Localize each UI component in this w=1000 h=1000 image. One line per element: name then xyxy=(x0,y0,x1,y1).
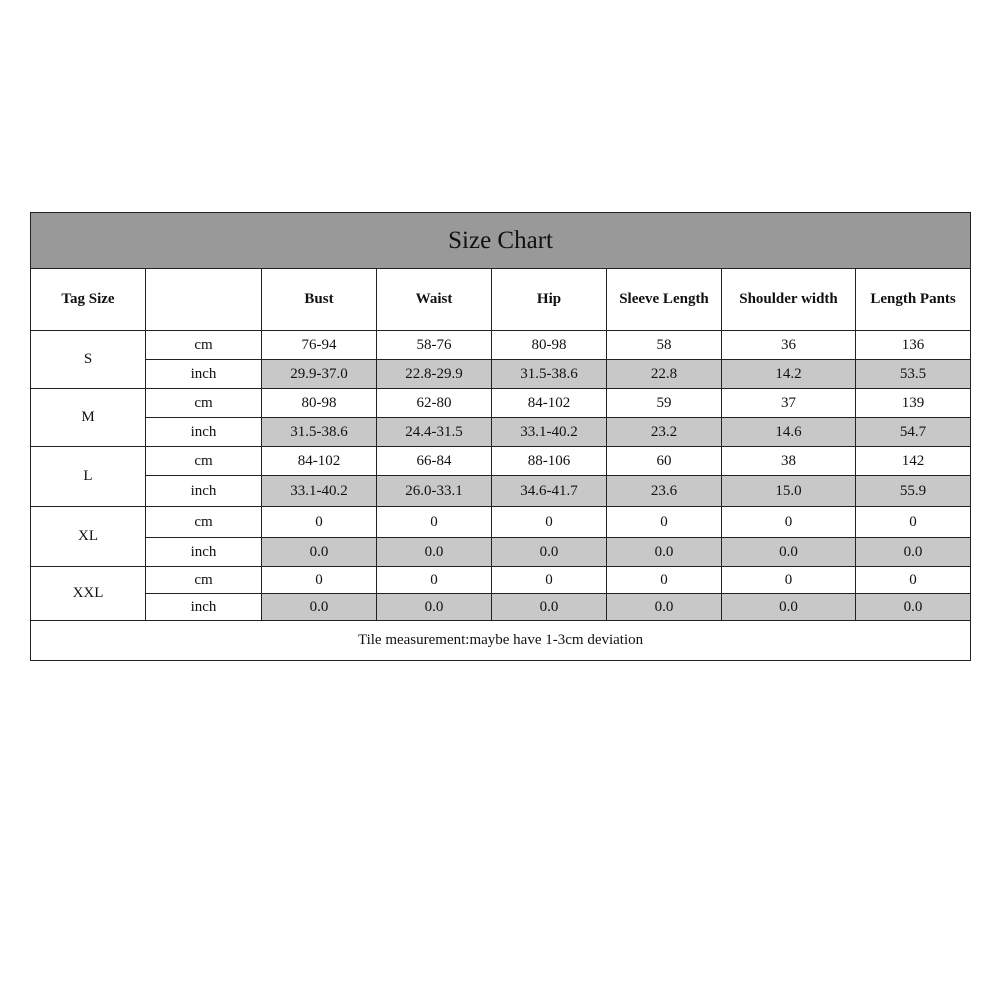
value-cell: 23.2 xyxy=(607,418,722,447)
size-row-m-cm xyxy=(31,389,971,418)
unit-cell: inch xyxy=(146,360,262,389)
value-cell: 33.1-40.2 xyxy=(262,476,377,507)
value-cell: 0.0 xyxy=(262,594,377,621)
value-cell: 0.0 xyxy=(607,594,722,621)
value-cell: 23.6 xyxy=(607,476,722,507)
value-cell: 53.5 xyxy=(856,360,971,389)
header-length-pants: Length Pants xyxy=(856,269,971,331)
value-cell: 37 xyxy=(722,389,856,418)
size-row-l-cm xyxy=(31,447,971,476)
value-cell: 84-102 xyxy=(262,447,377,476)
value-cell: 0.0 xyxy=(492,538,607,567)
value-cell: 0.0 xyxy=(377,594,492,621)
value-cell: 80-98 xyxy=(262,389,377,418)
value-cell: 58 xyxy=(607,331,722,360)
value-cell: 0.0 xyxy=(722,538,856,567)
value-cell: 0 xyxy=(722,567,856,594)
value-cell: 60 xyxy=(607,447,722,476)
value-cell: 31.5-38.6 xyxy=(262,418,377,447)
tag-size-cell: L xyxy=(31,447,146,507)
unit-cell: cm xyxy=(146,331,262,360)
size-row-s-cm xyxy=(31,331,971,360)
value-cell: 142 xyxy=(856,447,971,476)
value-cell: 0 xyxy=(607,507,722,538)
footer-note: Tile measurement:maybe have 1-3cm deviation xyxy=(31,621,971,661)
header-hip: Hip xyxy=(492,269,607,331)
value-cell: 76-94 xyxy=(262,331,377,360)
value-cell: 84-102 xyxy=(492,389,607,418)
unit-cell: inch xyxy=(146,538,262,567)
unit-cell: inch xyxy=(146,418,262,447)
value-cell: 54.7 xyxy=(856,418,971,447)
value-cell: 0.0 xyxy=(607,538,722,567)
size-row-xl-cm xyxy=(31,507,971,538)
value-cell: 139 xyxy=(856,389,971,418)
unit-cell: inch xyxy=(146,476,262,507)
value-cell: 0.0 xyxy=(722,594,856,621)
value-cell: 59 xyxy=(607,389,722,418)
value-cell: 80-98 xyxy=(492,331,607,360)
size-row-xl-inch xyxy=(31,538,971,567)
unit-cell: inch xyxy=(146,594,262,621)
value-cell: 0 xyxy=(262,507,377,538)
size-chart-table xyxy=(30,212,971,661)
value-cell: 0 xyxy=(377,507,492,538)
footer-row xyxy=(31,621,971,661)
value-cell: 62-80 xyxy=(377,389,492,418)
size-row-xxl-cm xyxy=(31,567,971,594)
value-cell: 36 xyxy=(722,331,856,360)
tag-size-cell: XL xyxy=(31,507,146,567)
header-shoulder-width: Shoulder width xyxy=(722,269,856,331)
value-cell: 0 xyxy=(492,507,607,538)
chart-title: Size Chart xyxy=(31,213,971,269)
header-waist: Waist xyxy=(377,269,492,331)
value-cell: 29.9-37.0 xyxy=(262,360,377,389)
value-cell: 66-84 xyxy=(377,447,492,476)
header-tag-size: Tag Size xyxy=(31,269,146,331)
value-cell: 14.6 xyxy=(722,418,856,447)
unit-cell: cm xyxy=(146,389,262,418)
value-cell: 26.0-33.1 xyxy=(377,476,492,507)
value-cell: 0 xyxy=(262,567,377,594)
header-unit xyxy=(146,269,262,331)
header-bust: Bust xyxy=(262,269,377,331)
size-row-m-inch xyxy=(31,418,971,447)
value-cell: 0.0 xyxy=(377,538,492,567)
title-row xyxy=(31,213,971,269)
value-cell: 15.0 xyxy=(722,476,856,507)
value-cell: 22.8-29.9 xyxy=(377,360,492,389)
value-cell: 14.2 xyxy=(722,360,856,389)
value-cell: 0.0 xyxy=(492,594,607,621)
value-cell: 0 xyxy=(722,507,856,538)
tag-size-cell: S xyxy=(31,331,146,389)
value-cell: 0 xyxy=(607,567,722,594)
value-cell: 0 xyxy=(856,507,971,538)
value-cell: 0.0 xyxy=(262,538,377,567)
tag-size-cell: M xyxy=(31,389,146,447)
value-cell: 22.8 xyxy=(607,360,722,389)
header-row xyxy=(31,269,971,331)
value-cell: 55.9 xyxy=(856,476,971,507)
value-cell: 34.6-41.7 xyxy=(492,476,607,507)
value-cell: 31.5-38.6 xyxy=(492,360,607,389)
size-row-l-inch xyxy=(31,476,971,507)
unit-cell: cm xyxy=(146,567,262,594)
tag-size-cell: XXL xyxy=(31,567,146,621)
size-row-xxl-inch xyxy=(31,594,971,621)
size-row-s-inch xyxy=(31,360,971,389)
value-cell: 38 xyxy=(722,447,856,476)
value-cell: 0 xyxy=(492,567,607,594)
value-cell: 58-76 xyxy=(377,331,492,360)
value-cell: 136 xyxy=(856,331,971,360)
unit-cell: cm xyxy=(146,447,262,476)
value-cell: 33.1-40.2 xyxy=(492,418,607,447)
value-cell: 24.4-31.5 xyxy=(377,418,492,447)
header-sleeve-length: Sleeve Length xyxy=(607,269,722,331)
value-cell: 0.0 xyxy=(856,538,971,567)
unit-cell: cm xyxy=(146,507,262,538)
value-cell: 0 xyxy=(377,567,492,594)
value-cell: 88-106 xyxy=(492,447,607,476)
value-cell: 0 xyxy=(856,567,971,594)
value-cell: 0.0 xyxy=(856,594,971,621)
